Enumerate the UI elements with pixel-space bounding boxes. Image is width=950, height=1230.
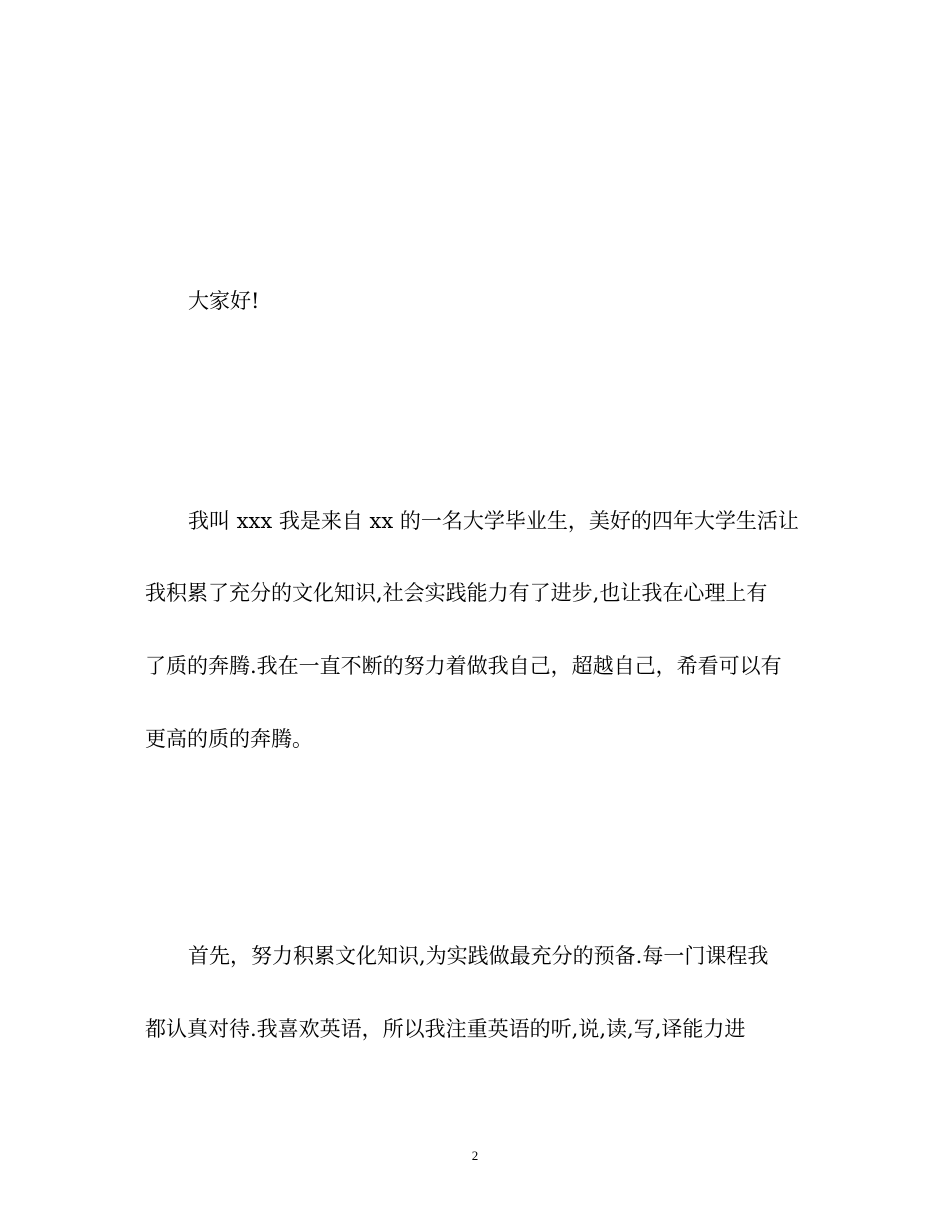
paragraph-1-line-2: 我积累了充分的文化知识,社会实践能力有了进步,也让我在心理上有 (145, 581, 768, 605)
paragraph-2-line-1: 首先，努力积累文化知识,为实践做最充分的预备.每一门课程我 (188, 944, 769, 968)
paragraph-1-line-3: 了质的奔腾.我在一直不断的努力着做我自己，超越自己，希看可以有 (145, 654, 782, 678)
page-number: 2 (471, 1148, 479, 1163)
greeting-line: 大家好! (188, 289, 260, 313)
paragraph-1-line-4: 更高的质的奔腾。 (145, 727, 313, 751)
paragraph-2-line-2: 都认真对待.我喜欢英语，所以我注重英语的听,说,读,写,译能力进 (145, 1017, 746, 1041)
paragraph-1-line-1: 我叫 xxx 我是来自 xx 的一名大学毕业生，美好的四年大学生活让 (188, 509, 799, 533)
